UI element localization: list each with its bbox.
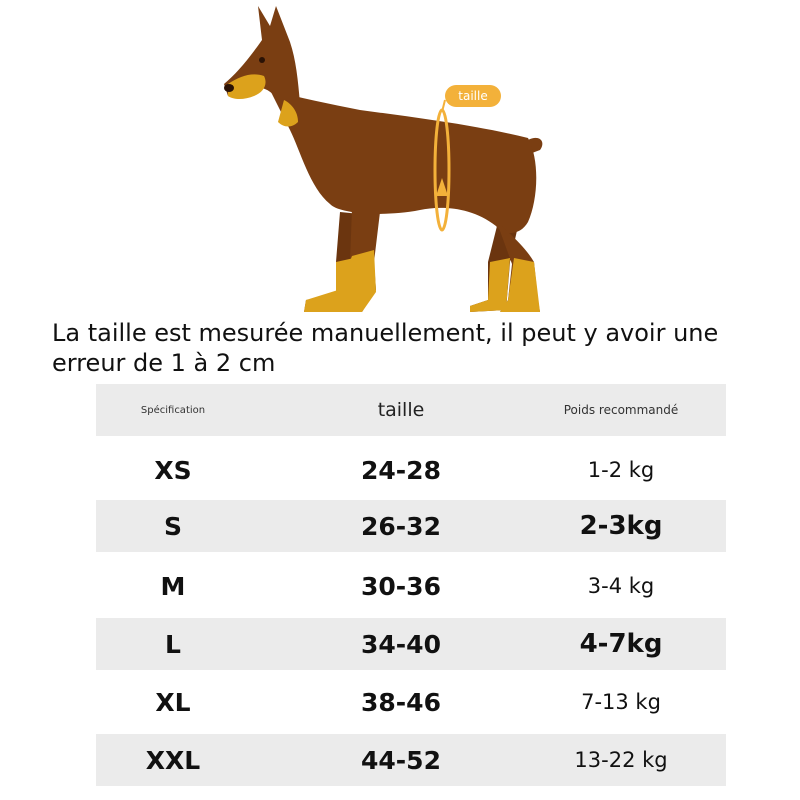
table-row-m [96, 560, 726, 612]
cell-girth: 44-52 [361, 745, 441, 775]
dog-far-back-paw [470, 258, 510, 312]
header-spec: Spécification [140, 404, 206, 416]
dog-body [270, 90, 536, 233]
cell-girth: 38-46 [361, 687, 441, 717]
header-size: taille [377, 399, 425, 421]
cell-size: XS [154, 455, 192, 485]
dog-far-front-paw [318, 258, 354, 312]
cell-size: XXL [145, 745, 201, 775]
cell-weight: 1-2 kg [587, 458, 655, 482]
header-weight: Poids recommandé [563, 403, 679, 417]
cell-weight: 2-3kg [579, 511, 663, 541]
cell-girth: 26-32 [361, 511, 441, 541]
cell-girth: 30-36 [361, 571, 441, 601]
cell-weight: 13-22 kg [574, 748, 668, 772]
waist-label-badge: taille [445, 85, 501, 107]
cell-girth: 24-28 [361, 455, 441, 485]
cell-size: XL [155, 687, 191, 717]
table-row-xs [96, 444, 726, 496]
dog-illustration [215, 0, 555, 318]
table-row-l [96, 618, 726, 670]
cell-size: L [165, 629, 181, 659]
cell-weight: 4-7kg [579, 629, 663, 659]
table-row-s [96, 500, 726, 552]
measurement-note: La taille est mesurée manuellement, il peut y avoir une erreur de 1 à 2 cm [52, 319, 719, 377]
dog-nose [224, 84, 234, 92]
table-row-xxl [96, 734, 726, 786]
cell-girth: 34-40 [361, 629, 441, 659]
dog-eye [259, 57, 265, 63]
cell-weight: 3-4 kg [587, 574, 655, 598]
table-row-xl [96, 676, 726, 728]
table-header [96, 384, 726, 436]
cell-size: M [160, 571, 186, 601]
cell-size: S [163, 511, 182, 541]
cell-weight: 7-13 kg [581, 690, 661, 714]
